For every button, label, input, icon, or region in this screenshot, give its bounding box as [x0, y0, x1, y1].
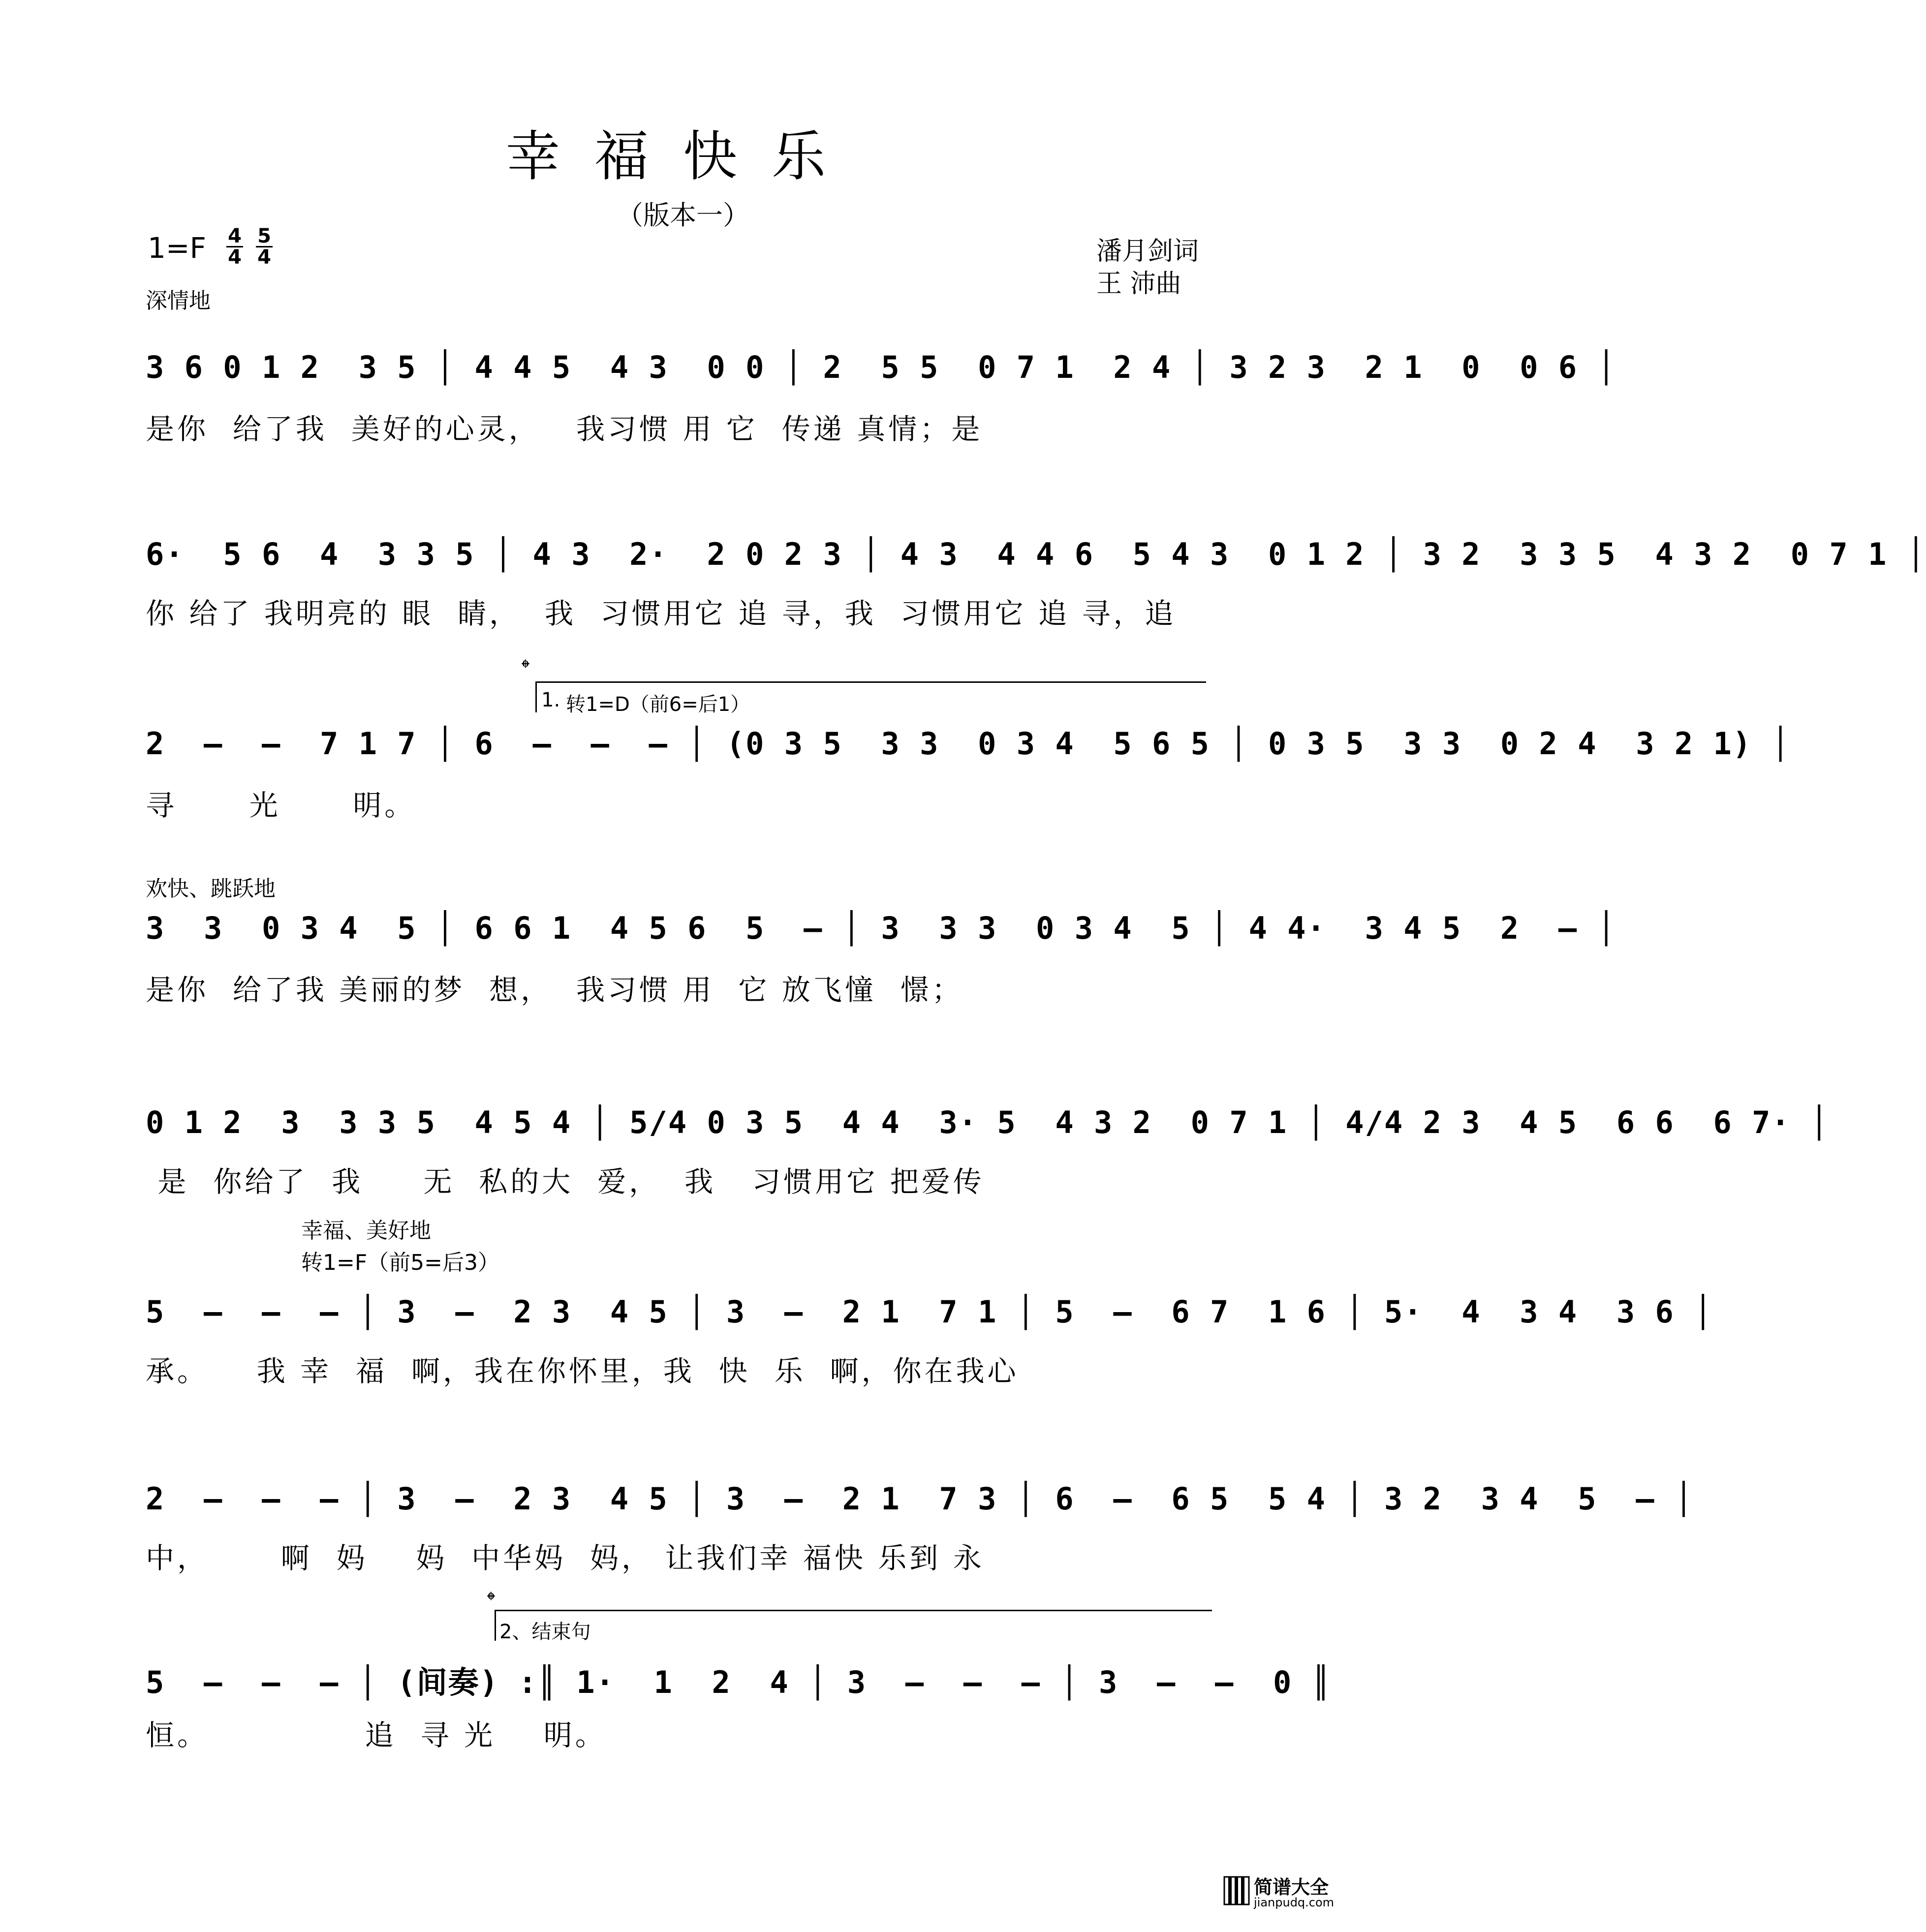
time-sig-numerator: 4: [226, 226, 243, 247]
time-sig-denominator: 4: [257, 246, 271, 269]
staff-line-4-notes: 3 3 0 3 4 5 │ 6 6 1 4 5 6 5 – │ 3 3 3 0 3 4 5 │ 4 4· 3 4 5 2 – │: [146, 910, 1616, 946]
key-signature: 1=F: [148, 231, 206, 265]
credits: [1096, 235, 1199, 300]
coda-sign-2: 𝄌: [487, 1587, 495, 1613]
expression-mark-1: 深情地: [146, 288, 211, 313]
staff-line-1-notes: 3 6 0 1 2 3 5 │ 4 4 5 4 3 0 0 │ 2 5 5 0 7 1 2 4 │ 3 2 3 2 1 0 0 6 │: [146, 349, 1616, 385]
lyricist: 潘月剑词: [1096, 237, 1199, 266]
time-sig-numerator: 5: [256, 226, 273, 247]
volta-2-label: 2、结束句: [499, 1621, 591, 1643]
staff-line-8-lyrics: 恒。 追 寻 光 明。: [146, 1718, 607, 1752]
staff-line-1-lyrics: 是你 给了我 美好的心灵， 我习惯 用 它 传递 真情；是: [146, 412, 983, 446]
song-subtitle: （版本一）: [617, 200, 749, 231]
logo-text: 简谱大全: [1254, 1876, 1329, 1898]
staff-line-2-lyrics: 你 给了 我明亮的 眼 睛， 我 习惯用它 追 寻，我 习惯用它 追 寻，追: [146, 597, 1177, 630]
time-signature-5-4: [256, 226, 273, 267]
site-logo: [1223, 1868, 1336, 1912]
staff-line-3-notes: 2 – – 7 1 7 │ 6 – – – │ (0 3 5 3 3 0 3 4 5 6 5 │ 0 3 5 3 3 0 2 4 3 2 1) │: [146, 726, 1791, 762]
expression-mark-3: 幸福、美好地: [301, 1218, 431, 1243]
staff-line-6-lyrics: 承。 我 幸 福 啊，我在你怀里，我 快 乐 啊，你在我心: [146, 1354, 1019, 1388]
staff-line-8-notes: 5 – – – │ (间奏) :║ 1· 1 2 4 │ 3 – – – │ 3 – – 0 ║: [146, 1664, 1331, 1700]
coda-sign-1: 𝄌: [522, 654, 529, 681]
staff-line-7-notes: 2 – – – │ 3 – 2 3 4 5 │ 3 – 2 1 7 3 │ 6 – 6 5 5 4 │ 3 2 3 4 5 – │: [146, 1481, 1694, 1517]
volta-1-number: 1.: [541, 689, 560, 711]
staff-line-4-lyrics: 是你 给了我 美丽的梦 想， 我习惯 用 它 放飞憧 憬；: [146, 973, 963, 1007]
staff-line-3-lyrics: 寻 光 明。: [146, 789, 416, 822]
expression-mark-2: 欢快、跳跃地: [146, 876, 276, 901]
time-sig-denominator: 4: [228, 246, 242, 269]
staff-line-7-lyrics: 中， 啊 妈 妈 中华妈 妈， 让我们幸 福快 乐到 永: [146, 1541, 985, 1575]
volta-bracket-2: [495, 1610, 1212, 1641]
logo-url: jianpudq.com: [1254, 1896, 1335, 1909]
staff-line-6-notes: 5 – – – │ 3 – 2 3 4 5 │ 3 – 2 1 7 1 │ 5 – 6 7 1 6 │ 5· 4 3 4 3 6 │: [146, 1294, 1713, 1330]
song-title: 幸福快乐: [506, 125, 860, 188]
staff-line-2-notes: 6· 5 6 4 3 3 5 │ 4 3 2· 2 0 2 3 │ 4 3 4 4 6 5 4 3 0 1 2 │ 3 2 3 3 5 4 3 2 0 7 1 │: [146, 536, 1926, 572]
modulation-2: 转1=F（前5=后3）: [301, 1250, 500, 1275]
time-signature-4-4: [226, 226, 243, 267]
modulation-1: 转1=D（前6=后1）: [566, 693, 750, 716]
staff-line-5-lyrics: 是 你给了 我 无 私的大 爱， 我 习惯用它 把爱传: [146, 1165, 985, 1198]
composer: 王 沛曲: [1096, 269, 1181, 299]
staff-line-5-notes: 0 1 2 3 3 3 5 4 5 4 │ 5/4 0 3 5 4 4 3· 5 4 3 2 0 7 1 │ 4/4 2 3 4 5 6 6 6 7· │: [146, 1104, 1830, 1140]
